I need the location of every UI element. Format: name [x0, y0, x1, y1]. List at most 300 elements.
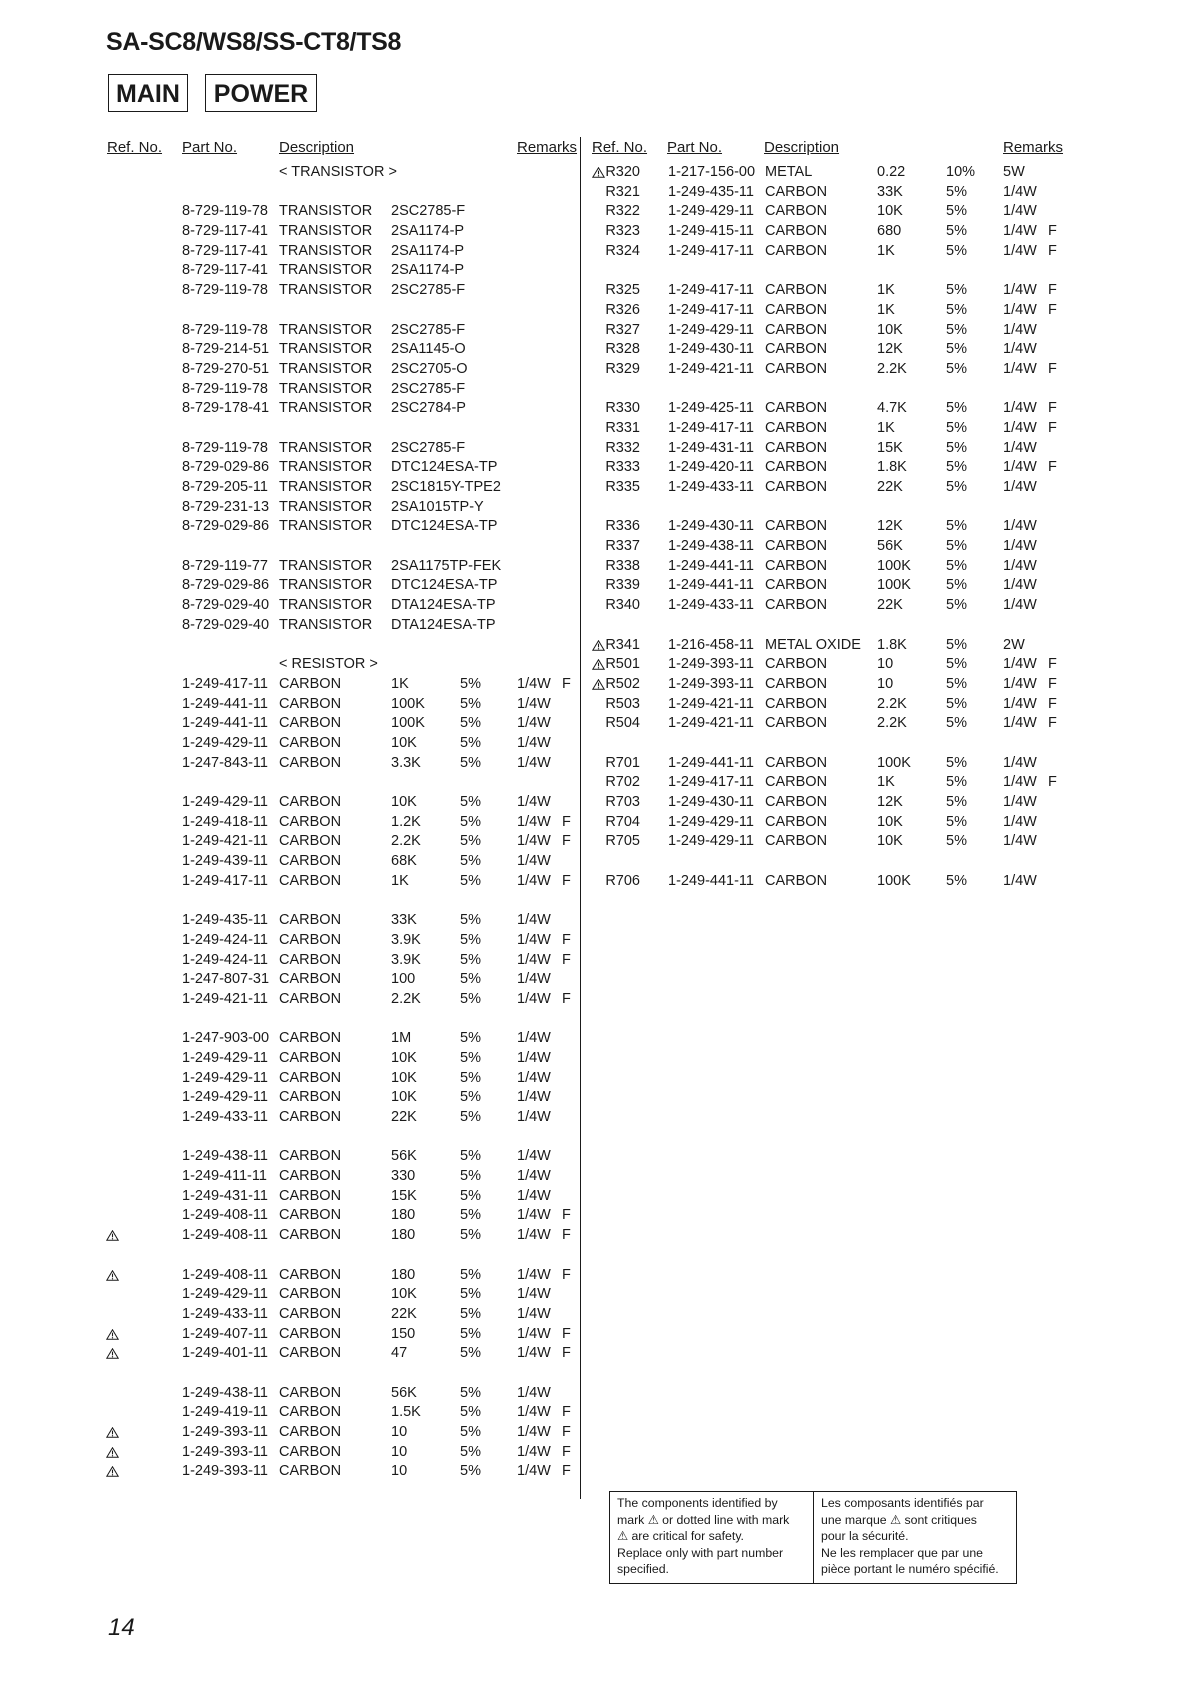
part-tolerance: 5% — [946, 360, 967, 377]
part-number: 8-729-231-13 — [182, 498, 270, 515]
ref-number: R325 — [605, 282, 640, 299]
part-value: 10 — [391, 1424, 408, 1440]
part-tolerance: 5% — [946, 557, 967, 574]
part-row — [0, 991, 580, 1011]
notice-line: ⚠ are critical for safety. — [617, 1529, 744, 1544]
part-tolerance: 5% — [460, 1345, 481, 1362]
notice-line: une marque ⚠ sont critiques — [821, 1512, 977, 1527]
safety-warning-icon — [106, 1447, 119, 1458]
part-rating: 1/4W — [517, 1443, 551, 1460]
part-row — [0, 952, 580, 972]
ref-number: R330 — [605, 400, 640, 417]
part-value: 330 — [391, 1168, 416, 1185]
part-number: 1-249-430-11 — [668, 341, 754, 358]
ref-number: R337 — [605, 538, 640, 555]
ref-number: R329 — [605, 360, 640, 377]
part-number: 8-729-029-40 — [182, 616, 270, 633]
part-description: TRANSISTOR — [279, 616, 373, 633]
spacer-row — [0, 1365, 580, 1385]
part-description: TRANSISTOR — [279, 479, 373, 495]
part-value: 1K — [877, 282, 895, 299]
part-rating: 1/4W — [517, 734, 551, 751]
spacer-row — [0, 1129, 580, 1149]
part-number: 1-249-421-11 — [668, 715, 754, 732]
part-rating: 1/4W — [1003, 656, 1037, 673]
part-value: 10K — [877, 813, 903, 830]
right-header-remarks: Remarks — [1003, 139, 1064, 156]
part-value: 10K — [391, 1049, 417, 1066]
part-spec: DTA124ESA-TP — [391, 616, 496, 633]
part-description: CARBON — [279, 794, 342, 810]
ref-number: R335 — [605, 479, 640, 495]
part-tolerance: 5% — [946, 754, 967, 771]
part-spec: 2SC2785-F — [391, 439, 466, 456]
part-value: 3.9K — [391, 951, 421, 968]
part-row — [0, 1089, 580, 1109]
part-number: 8-729-119-78 — [182, 380, 268, 397]
part-row — [0, 833, 1191, 853]
part-row — [0, 1070, 580, 1090]
part-tolerance: 5% — [460, 1305, 481, 1322]
part-row — [0, 774, 1191, 794]
part-spec: 2SC2785-F — [391, 203, 466, 220]
part-rating: 1/4W — [517, 715, 551, 732]
ref-number: R333 — [605, 459, 640, 476]
part-description: CARBON — [279, 754, 342, 771]
part-number: 1-249-417-11 — [668, 774, 754, 791]
safety-warning-icon — [106, 1427, 119, 1438]
part-value: 100 — [391, 971, 416, 988]
part-remark-flag: F — [1048, 400, 1057, 417]
part-number: 1-249-441-11 — [668, 557, 754, 574]
safety-warning-icon — [106, 1329, 119, 1340]
part-tolerance: 5% — [946, 813, 967, 830]
part-rating: 1/4W — [517, 1168, 551, 1185]
part-row — [0, 400, 1191, 420]
part-number: 1-249-429-11 — [668, 321, 754, 338]
part-number: 1-217-156-00 — [668, 164, 756, 180]
part-remark-flag: F — [1048, 774, 1057, 791]
ref-number: R339 — [605, 577, 640, 594]
part-rating: 1/4W — [517, 1286, 551, 1303]
part-description: TRANSISTOR — [279, 577, 373, 594]
part-tolerance: 5% — [460, 1227, 481, 1244]
part-tolerance: 5% — [460, 813, 481, 830]
part-description: TRANSISTOR — [279, 282, 373, 299]
part-row — [0, 479, 1191, 499]
part-tolerance: 5% — [460, 1207, 481, 1224]
part-value: 10K — [877, 203, 903, 220]
part-number: 1-249-425-11 — [668, 400, 754, 417]
part-rating: 1/4W — [517, 951, 551, 968]
part-description: TRANSISTOR — [279, 400, 373, 417]
part-row — [0, 223, 1191, 243]
part-rating: 1/4W — [517, 1109, 551, 1125]
part-remark-flag: F — [1048, 675, 1057, 692]
part-number: 1-249-435-11 — [182, 912, 268, 929]
part-tolerance: 5% — [460, 872, 481, 889]
part-number: 1-249-429-11 — [182, 1089, 268, 1106]
part-rating: 1/4W — [517, 1187, 551, 1204]
part-rating: 1/4W — [517, 1227, 551, 1244]
part-tolerance: 5% — [460, 794, 481, 810]
part-row — [0, 577, 1191, 597]
part-row — [0, 1444, 580, 1464]
part-value: 2.2K — [391, 990, 421, 1007]
ref-number: R703 — [605, 794, 640, 810]
part-number: 1-249-435-11 — [668, 183, 754, 200]
part-number: 1-249-429-11 — [668, 813, 754, 830]
part-description: CARBON — [279, 951, 342, 968]
part-row — [0, 1306, 580, 1326]
part-rating: 1/4W — [517, 1030, 551, 1047]
part-rating: 1/4W — [1003, 754, 1037, 771]
safety-warning-icon — [592, 640, 605, 651]
part-tolerance: 5% — [460, 853, 481, 870]
part-number: 1-249-417-11 — [668, 242, 754, 259]
part-description: TRANSISTOR — [279, 203, 373, 220]
part-rating: 1/4W — [517, 1463, 551, 1480]
part-tolerance: 5% — [946, 577, 967, 594]
part-remark-flag: F — [1048, 223, 1057, 240]
part-tolerance: 5% — [946, 538, 967, 555]
part-remark-flag: F — [1048, 715, 1057, 732]
part-rating: 1/4W — [517, 675, 551, 692]
part-value: 1K — [877, 419, 895, 436]
part-rating: 1/4W — [517, 1089, 551, 1106]
part-description: CARBON — [765, 518, 828, 535]
part-description: CARBON — [279, 833, 342, 850]
part-tolerance: 5% — [946, 439, 967, 456]
part-row — [0, 1267, 580, 1287]
part-description: CARBON — [765, 597, 828, 614]
part-tolerance: 5% — [946, 715, 967, 732]
part-number: 1-249-393-11 — [182, 1443, 268, 1460]
safety-warning-icon — [106, 1466, 119, 1477]
part-tolerance: 5% — [946, 597, 967, 614]
spacer-row — [0, 381, 1191, 401]
part-rating: 1/4W — [1003, 479, 1037, 495]
part-rating: 1/4W — [517, 813, 551, 830]
part-tolerance: 5% — [460, 951, 481, 968]
ref-number: R502 — [605, 675, 640, 692]
part-value: 10K — [391, 1286, 417, 1303]
ref-number: R501 — [605, 656, 640, 673]
part-remark-flag: F — [1048, 282, 1057, 299]
left-header-part: Part No. — [182, 139, 238, 156]
part-spec: 2SA1175TP-FEK — [391, 557, 502, 574]
safety-notice-english — [610, 1492, 813, 1583]
part-description: CARBON — [279, 1187, 342, 1204]
part-tolerance: 5% — [946, 242, 967, 259]
part-value: 22K — [877, 597, 903, 614]
part-tolerance: 5% — [946, 203, 967, 220]
part-rating: 1/4W — [517, 1049, 551, 1066]
part-number: 1-249-429-11 — [668, 833, 754, 850]
part-value: 100K — [877, 754, 911, 771]
part-value: 1K — [391, 675, 409, 692]
part-number: 1-247-903-00 — [182, 1030, 270, 1047]
part-rating: 1/4W — [1003, 557, 1037, 574]
part-row — [0, 1463, 580, 1483]
part-number: 1-249-415-11 — [668, 223, 754, 240]
part-description: CARBON — [765, 242, 828, 259]
part-tolerance: 5% — [946, 833, 967, 850]
part-tolerance: 5% — [460, 754, 481, 771]
part-number: 8-729-029-40 — [182, 597, 270, 614]
part-value: 180 — [391, 1227, 416, 1244]
part-tolerance: 5% — [460, 1443, 481, 1460]
part-rating: 1/4W — [517, 1345, 551, 1362]
part-tolerance: 5% — [460, 971, 481, 988]
part-description: CARBON — [765, 557, 828, 574]
part-description: CARBON — [279, 1305, 342, 1322]
part-value: 1.2K — [391, 813, 421, 830]
part-remark-flag: F — [562, 1404, 571, 1421]
part-rating: 1/4W — [1003, 183, 1037, 200]
part-spec: DTC124ESA-TP — [391, 518, 498, 535]
part-number: 1-249-433-11 — [182, 1109, 268, 1125]
part-rating: 1/4W — [1003, 242, 1037, 259]
part-number: 1-249-433-11 — [668, 479, 754, 495]
category-label: < TRANSISTOR > — [279, 164, 397, 180]
part-rating: 1/4W — [1003, 419, 1037, 436]
part-value: 10K — [391, 734, 417, 751]
part-rating: 1/4W — [517, 794, 551, 810]
spacer-row — [0, 853, 1191, 873]
ref-number: R503 — [605, 695, 640, 712]
part-number: 1-249-424-11 — [182, 931, 268, 948]
part-number: 1-249-393-11 — [668, 675, 754, 692]
right-header-part: Part No. — [667, 139, 723, 156]
part-number: 1-249-408-11 — [182, 1207, 268, 1224]
ref-number: R323 — [605, 223, 640, 240]
spacer-row — [0, 262, 1191, 282]
part-value: 15K — [877, 439, 903, 456]
category-label: < RESISTOR > — [279, 656, 378, 673]
part-tolerance: 5% — [460, 1187, 481, 1204]
part-value: 0.22 — [877, 164, 906, 180]
part-row — [0, 715, 1191, 735]
part-description: CARBON — [765, 400, 828, 417]
part-description: CARBON — [279, 1463, 342, 1480]
part-remark-flag: F — [1048, 459, 1057, 476]
part-tolerance: 5% — [460, 1404, 481, 1421]
part-remark-flag: F — [562, 675, 571, 692]
part-description: CARBON — [765, 321, 828, 338]
spacer-row — [0, 735, 1191, 755]
part-description: CARBON — [279, 1227, 342, 1244]
part-description: CARBON — [765, 794, 828, 810]
part-row — [0, 440, 1191, 460]
right-parts-list — [0, 164, 1191, 892]
part-row — [0, 361, 1191, 381]
part-description: CARBON — [279, 1049, 342, 1066]
part-row — [0, 656, 1191, 676]
part-number: 1-249-417-11 — [182, 872, 268, 889]
ref-number: R704 — [605, 813, 640, 830]
part-number: 8-729-117-41 — [182, 242, 268, 259]
part-row — [0, 873, 1191, 893]
part-row — [0, 1227, 580, 1247]
spacer-row — [0, 499, 1191, 519]
part-tolerance: 5% — [460, 1286, 481, 1303]
part-number: 1-247-807-31 — [182, 971, 270, 988]
part-rating: 1/4W — [517, 1384, 551, 1401]
part-row — [0, 971, 580, 991]
part-description: CARBON — [765, 774, 828, 791]
safety-warning-icon — [592, 679, 605, 690]
part-rating: 1/4W — [517, 1148, 551, 1165]
part-tolerance: 5% — [946, 223, 967, 240]
part-value: 680 — [877, 223, 902, 240]
part-tolerance: 5% — [460, 990, 481, 1007]
part-number: 1-249-421-11 — [182, 833, 268, 850]
safety-notice-french — [813, 1492, 1016, 1583]
part-number: 1-249-401-11 — [182, 1345, 268, 1362]
part-number: 1-249-429-11 — [668, 203, 754, 220]
part-number: 8-729-119-77 — [182, 557, 268, 574]
part-row — [0, 518, 1191, 538]
section-main: MAIN — [108, 74, 188, 112]
part-row — [0, 341, 1191, 361]
part-value: 1M — [391, 1030, 412, 1047]
part-tolerance: 5% — [946, 282, 967, 299]
part-row — [0, 538, 1191, 558]
part-description: CARBON — [279, 990, 342, 1007]
part-row — [0, 1404, 580, 1424]
part-description: CARBON — [279, 1325, 342, 1342]
part-description: CARBON — [765, 479, 828, 495]
part-number: 1-249-433-11 — [182, 1305, 268, 1322]
ref-number: R332 — [605, 439, 640, 456]
safety-warning-icon — [592, 659, 605, 670]
spacer-row — [0, 617, 1191, 637]
part-tolerance: 10% — [946, 164, 976, 180]
part-description: CARBON — [279, 734, 342, 751]
part-description: CARBON — [765, 833, 828, 850]
part-description: TRANSISTOR — [279, 341, 373, 358]
part-description: CARBON — [279, 1384, 342, 1401]
ref-number: R324 — [605, 242, 640, 259]
safety-warning-icon — [106, 1270, 119, 1281]
part-value: 150 — [391, 1325, 416, 1342]
part-row — [0, 912, 580, 932]
safety-notice — [609, 1491, 1017, 1584]
part-description: TRANSISTOR — [279, 262, 373, 279]
ref-number: R328 — [605, 341, 640, 358]
part-value: 33K — [391, 912, 417, 929]
part-value: 1.5K — [391, 1404, 421, 1421]
part-number: 1-249-438-11 — [668, 538, 754, 555]
part-description: CARBON — [765, 223, 828, 240]
part-rating: 1/4W — [1003, 282, 1037, 299]
part-rating: 1/4W — [1003, 400, 1037, 417]
notice-line: Les composants identifiés par — [821, 1496, 984, 1510]
part-spec: 2SA1174-P — [391, 262, 465, 279]
part-description: CARBON — [279, 813, 342, 830]
model-title: SA-SC8/WS8/SS-CT8/TS8 — [106, 28, 402, 56]
part-number: 8-729-119-78 — [182, 282, 268, 299]
part-tolerance: 5% — [946, 301, 967, 318]
part-description: CARBON — [765, 538, 828, 555]
part-remark-flag: F — [562, 951, 571, 968]
part-value: 33K — [877, 183, 903, 200]
part-remark-flag: F — [562, 1443, 571, 1460]
part-rating: 1/4W — [517, 833, 551, 850]
part-tolerance: 5% — [460, 1266, 481, 1283]
notice-line: mark ⚠ or dotted line with mark — [617, 1512, 790, 1527]
part-number: 8-729-205-11 — [182, 479, 268, 495]
part-value: 1K — [877, 301, 895, 318]
part-description: TRANSISTOR — [279, 597, 373, 614]
part-row — [0, 1326, 580, 1346]
part-value: 10K — [391, 1089, 417, 1106]
part-value: 180 — [391, 1266, 416, 1283]
part-remark-flag: F — [1048, 242, 1057, 259]
part-remark-flag: F — [1048, 695, 1057, 712]
part-rating: 1/4W — [1003, 459, 1037, 476]
part-value: 100K — [877, 557, 911, 574]
safety-warning-icon — [592, 167, 605, 178]
part-description: CARBON — [765, 459, 828, 476]
notice-line: specified. — [617, 1562, 669, 1577]
part-row — [0, 637, 1191, 657]
part-tolerance: 5% — [460, 1463, 481, 1480]
ref-number: R702 — [605, 774, 640, 791]
part-description: CARBON — [279, 1424, 342, 1440]
right-header-description: Description — [764, 139, 840, 156]
part-tolerance: 5% — [946, 774, 967, 791]
part-description: CARBON — [765, 577, 828, 594]
part-tolerance: 5% — [460, 1384, 481, 1401]
part-value: 10 — [877, 656, 894, 673]
part-number: 8-729-119-78 — [182, 321, 268, 338]
part-row — [0, 794, 1191, 814]
part-rating: 1/4W — [1003, 301, 1037, 318]
part-number: 1-249-441-11 — [668, 872, 754, 889]
section-power: POWER — [205, 74, 317, 112]
notice-line: pièce portant le numéro spécifié. — [821, 1562, 999, 1577]
part-description: CARBON — [279, 931, 342, 948]
part-rating: 1/4W — [517, 971, 551, 988]
part-row — [0, 282, 1191, 302]
part-remark-flag: F — [562, 1463, 571, 1480]
part-rating: 2W — [1003, 636, 1025, 653]
part-number: 8-729-178-41 — [182, 400, 270, 417]
part-row — [0, 1286, 580, 1306]
part-description: CARBON — [279, 1168, 342, 1185]
part-description: CARBON — [765, 695, 828, 712]
part-value: 1.8K — [877, 636, 907, 653]
ref-number: R341 — [605, 636, 640, 653]
part-value: 56K — [877, 538, 903, 555]
spacer-row — [0, 1247, 580, 1267]
part-row — [0, 1188, 580, 1208]
part-number: 8-729-029-86 — [182, 459, 270, 476]
part-number: 8-729-119-78 — [182, 203, 268, 220]
part-number: 1-249-441-11 — [182, 695, 268, 712]
part-number: 1-249-429-11 — [182, 1049, 268, 1066]
part-number: 1-249-429-11 — [182, 794, 268, 810]
part-remark-flag: F — [1048, 656, 1057, 673]
part-value: 10 — [391, 1463, 408, 1480]
part-value: 3.3K — [391, 754, 421, 771]
part-description: TRANSISTOR — [279, 518, 373, 535]
part-description: METAL OXIDE — [765, 636, 861, 653]
part-description: METAL — [765, 164, 813, 180]
safety-warning-icon — [106, 1348, 119, 1359]
